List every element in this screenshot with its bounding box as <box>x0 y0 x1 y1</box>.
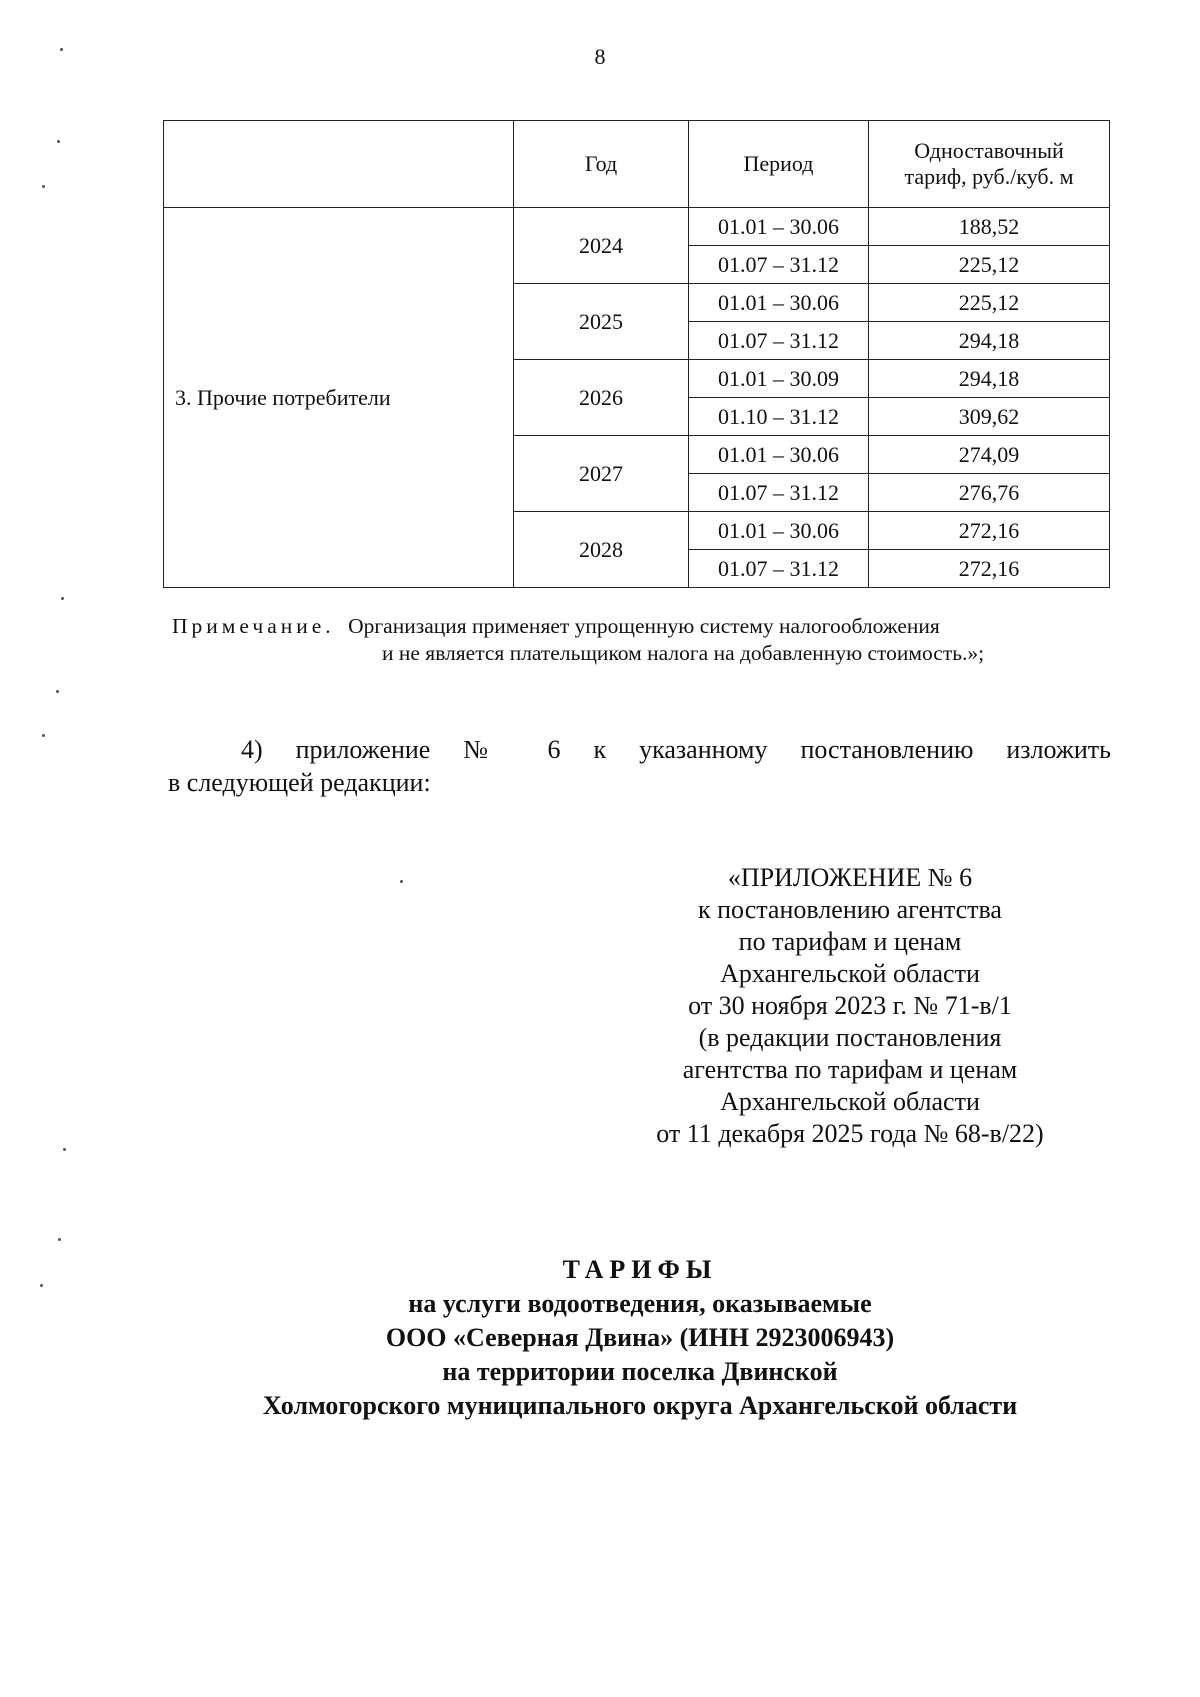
heading-line: на услуги водоотведения, оказываемые <box>408 1289 872 1318</box>
header-consumer <box>164 121 514 208</box>
appendix-line: (в редакции постановления <box>698 1023 1002 1052</box>
tariffs-heading <box>0 1253 1200 1423</box>
year-cell: 2024 <box>514 208 689 284</box>
tariff-table <box>163 120 1110 588</box>
appendix-line: Архангельской области <box>720 959 980 988</box>
tariff-cell: 274,09 <box>869 436 1110 474</box>
note-label: Примечание. <box>172 614 335 638</box>
appendix-line: агентства по тарифам и ценам <box>682 1055 1018 1084</box>
year-cell: 2025 <box>514 284 689 360</box>
tariff-cell: 188,52 <box>869 208 1110 246</box>
heading-line: ООО «Северная Двина» (ИНН 2923006943) <box>385 1323 895 1352</box>
tariff-cell: 272,16 <box>869 550 1110 588</box>
period-cell: 01.07 – 31.12 <box>689 550 869 588</box>
consumer-cell: 3. Прочие потребители <box>164 208 514 588</box>
period-cell: 01.07 – 31.12 <box>689 246 869 284</box>
period-cell: 01.01 – 30.09 <box>689 360 869 398</box>
tariff-cell: 225,12 <box>869 246 1110 284</box>
note <box>172 613 1102 667</box>
appendix-line: от 30 ноября 2023 г. № 71-в/1 <box>688 991 1012 1020</box>
note-text: Организация применяет упрощенную систему налогообложения <box>348 614 940 638</box>
tariff-cell: 309,62 <box>869 398 1110 436</box>
appendix-line: «ПРИЛОЖЕНИЕ № 6 <box>727 863 973 892</box>
heading-title: ТАРИФЫ <box>562 1255 718 1284</box>
scan-speck <box>42 734 45 737</box>
period-cell: 01.01 – 30.06 <box>689 436 869 474</box>
scan-speck <box>60 48 63 51</box>
paragraph-line-2: в следующей редакции: <box>168 768 431 797</box>
period-cell: 01.10 – 31.12 <box>689 398 869 436</box>
page-number: 8 <box>594 44 606 69</box>
scan-speck <box>42 185 45 188</box>
header-tariff: Одноставочный тариф, руб./куб. м <box>869 121 1110 208</box>
scan-speck <box>61 597 64 600</box>
tariff-cell: 225,12 <box>869 284 1110 322</box>
appendix-line: к постановлению агентства <box>698 895 1002 924</box>
year-cell: 2027 <box>514 436 689 512</box>
table-header-row <box>164 121 1110 208</box>
header-period: Период <box>689 121 869 208</box>
scan-speck <box>400 880 403 883</box>
scan-speck <box>40 1284 43 1287</box>
heading-line: Холмогорского муниципального округа Архангельской области <box>262 1391 1018 1420</box>
note-line-1 <box>172 613 1102 640</box>
year-cell: 2026 <box>514 360 689 436</box>
period-cell: 01.01 – 30.06 <box>689 284 869 322</box>
paragraph-line-1: 4) приложение № 6 к указанному постановлению изложить <box>241 735 1111 764</box>
header-year: Год <box>514 121 689 208</box>
scan-speck <box>57 140 60 143</box>
instruction-paragraph <box>168 733 1111 799</box>
appendix-line: от 11 декабря 2025 года № 68-в/22) <box>656 1119 1044 1148</box>
period-cell: 01.01 – 30.06 <box>689 512 869 550</box>
heading-line: на территории поселка Двинской <box>442 1357 838 1386</box>
scan-speck <box>56 690 59 693</box>
scan-speck <box>58 1238 61 1241</box>
appendix-line: Архангельской области <box>720 1087 980 1116</box>
table-row <box>164 208 1110 246</box>
note-line-2: и не является плательщиком налога на добавленную стоимость.»; <box>382 641 985 665</box>
tariff-cell: 294,18 <box>869 360 1110 398</box>
year-cell: 2028 <box>514 512 689 588</box>
scan-speck <box>63 1148 66 1151</box>
tariff-cell: 272,16 <box>869 512 1110 550</box>
appendix-block <box>600 862 1100 1150</box>
tariff-cell: 276,76 <box>869 474 1110 512</box>
appendix-line: по тарифам и ценам <box>738 927 962 956</box>
period-cell: 01.01 – 30.06 <box>689 208 869 246</box>
tariff-cell: 294,18 <box>869 322 1110 360</box>
period-cell: 01.07 – 31.12 <box>689 474 869 512</box>
period-cell: 01.07 – 31.12 <box>689 322 869 360</box>
